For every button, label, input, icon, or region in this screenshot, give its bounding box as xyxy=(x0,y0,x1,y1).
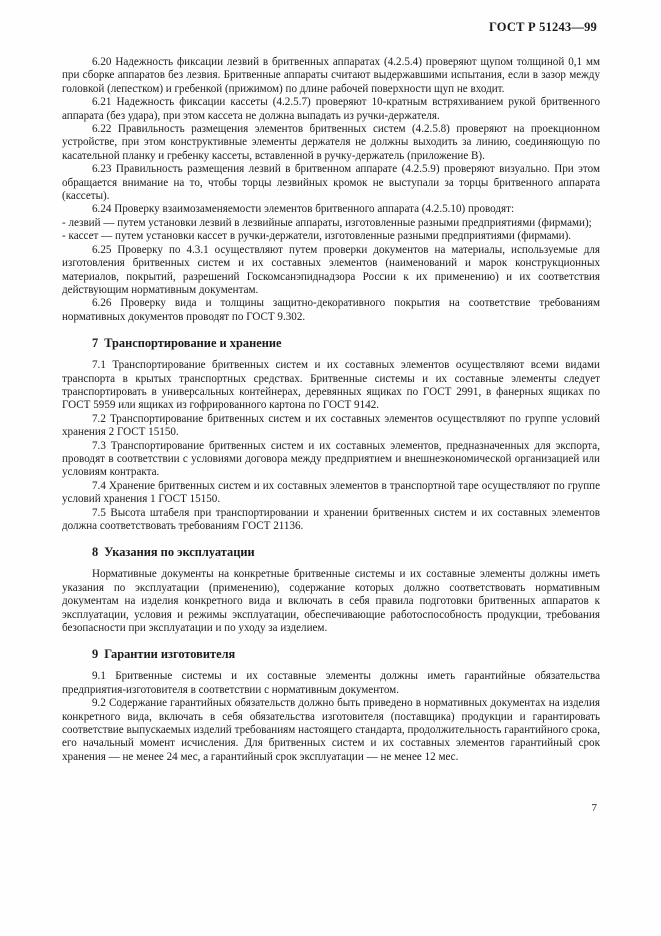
document-code: ГОСТ Р 51243—99 xyxy=(488,20,597,34)
paragraph-7-5: 7.5 Высота штабеля при транспортировании и хранении бритвенных систем и их составных элементов должна соответствовать требованиям ГОСТ 21136. xyxy=(62,506,600,532)
paragraph-6-22: 6.22 Правильность размещения элементов бритвенных систем (4.2.5.8) проверяют на проекционном устройстве, при этом конструктивные элементы держателя не должны выходить за линию, соединяющую по касательной планку и гребенку кассеты, вставленной в ручку-держатель (приложение В). xyxy=(62,123,600,162)
paragraph-9-1: 9.1 Бритвенные системы и их составные элементы должны иметь гарантийные обязательства предприятия-изготовителя в соответствии с нормативным документом. xyxy=(62,670,600,696)
paragraph-6-26: 6.26 Проверку вида и толщины защитно-декоративного покрытия на соответствие требованиям нормативных документов проводят по ГОСТ 9.302. xyxy=(62,297,600,323)
section-number: 7 xyxy=(92,336,99,351)
paragraph-6-24: 6.24 Проверку взаимозаменяемости элементов бритвенного аппарата (4.2.5.10) проводят: xyxy=(92,203,515,216)
section-title: Гарантии изготовителя xyxy=(104,647,236,662)
paragraph-6-21: 6.21 Надежность фиксации кассеты (4.2.5.7) проверяют 10-кратным встряхиванием рукой бритвенного аппарата (без удара), при этом кассета не должна выпадать из ручки-держателя. xyxy=(62,96,600,122)
document-body xyxy=(62,56,600,764)
section-number: 9 xyxy=(92,647,99,662)
list-item-cassettes: - кассет — путем установки кассет в ручки-держатели, изготовленные разными предприятиями (фирмами). xyxy=(62,230,572,243)
section-title: Транспортирование и хранение xyxy=(104,336,282,351)
paragraph-6-20: 6.20 Надежность фиксации лезвий в бритвенных аппаратах (4.2.5.4) проверяют щупом толщиной 0,1 мм при сборке аппаратов без лезвия. Бритвенные аппараты считают выдержавшими испытания, если в зазор между головкой (лепестком) и гребенкой (прижимом) по длине рабочей поверхности щуп не входит. xyxy=(62,56,600,95)
paragraph-7-1: 7.1 Транспортирование бритвенных систем и их составных элементов осуществляют всеми видами транспорта в крытых транспортных средствах. Бритвенные системы и их составные элементы следует транспортировать в универсальных контейнерах, деревянных ящиках по ГОСТ 2991, в фанерных ящиках по ГОСТ 5959 или ящиках из гофрированного картона по ГОСТ 9142. xyxy=(62,359,600,412)
paragraph-8: Нормативные документы на конкретные бритвенные системы и их составные элементы должны иметь указания по эксплуатации (применению), содержание которых должно соответствовать нормативным документам на изделия конкретного вида и включать в себя правила подготовки бритвенных аппаратов к эксплуатации, условия и режимы эксплуатации, обеспечивающие работоспособность продукции, требования безопасности при эксплуатации и по уходу за изделием. xyxy=(62,568,600,635)
section-heading-8 xyxy=(92,545,600,559)
paragraph-7-2: 7.2 Транспортирование бритвенных систем и их составных элементов осуществляют по группе условий хранения 2 ГОСТ 15150. xyxy=(62,412,600,439)
page-number: 7 xyxy=(591,802,597,814)
paragraph-6-23: 6.23 Правильность размещения лезвий в бритвенном аппарате (4.2.5.9) проверяют визуально. При этом обращается внимание на то, чтобы торцы лезвийных кромок не выступали за торцы бритвенного аппарата (кассеты). xyxy=(62,163,600,203)
paragraph-7-4: 7.4 Хранение бритвенных систем и их составных элементов в транспортной таре осуществляют по группе условий хранения 1 ГОСТ 15150. xyxy=(62,479,600,506)
section-heading-9 xyxy=(92,647,600,661)
paragraph-9-2: 9.2 Содержание гарантийных обязательств должно быть приведено в нормативных документах на изделия конкретного вида, включать в себя обязательства изготовителя (поставщика) продукции и гарантировать соответствие выпускаемых изделий требованиям настоящего стандарта, продолжительность гарантийного срока, его начальный момент исчисления. Для бритвенных систем и их составных элементов гарантийный срок хранения — не менее 24 мес, а гарантийный срок эксплуатации — не менее 12 мес. xyxy=(62,697,600,763)
paragraph-7-3: 7.3 Транспортирование бритвенных систем и их составных элементов, предназначенных для экспорта, проводят в соответствии с условиями договора между предприятием и внешнеэкономической организацией или условиям контракта. xyxy=(62,439,600,479)
section-title: Указания по эксплуатации xyxy=(104,545,255,560)
section-number: 8 xyxy=(92,545,99,560)
list-item-blades: - лезвий — путем установки лезвий в лезвийные аппараты, изготовленные разными предприятиями (фирмами); xyxy=(62,216,592,229)
paragraph-6-25: 6.25 Проверку по 4.3.1 осуществляют путем проверки документов на материалы, используемые для изготовления бритвенных систем и их составных элементов (наименований и марок конструкционных материалов, покрытий, разрешений Госкомсанэпиднадзора России к их применению) и их соответствия действующим нормативным документам. xyxy=(62,243,600,296)
section-heading-7 xyxy=(92,336,600,350)
